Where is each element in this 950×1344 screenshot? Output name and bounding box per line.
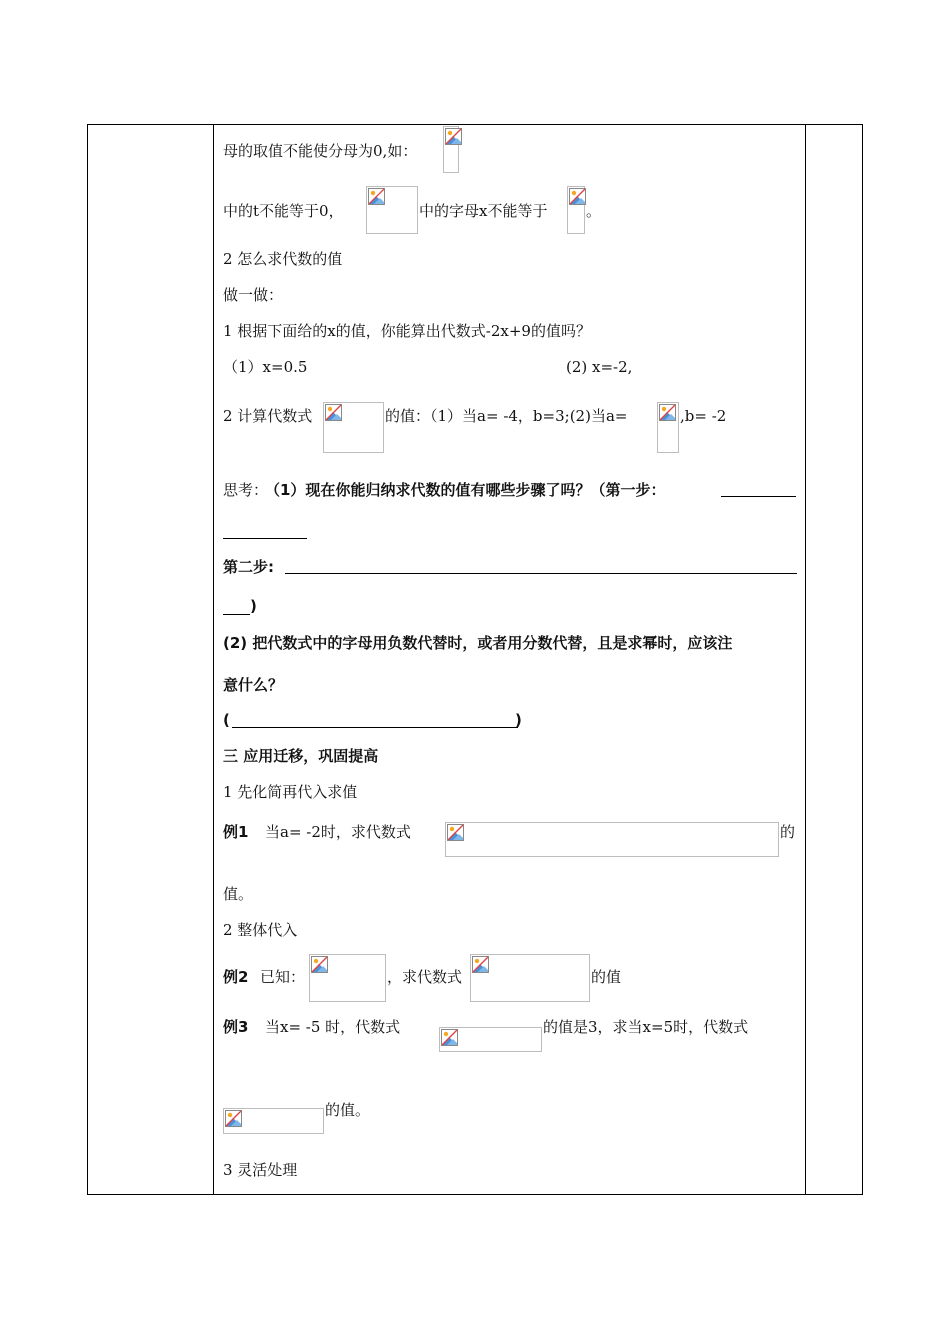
text-line: 当a= -2时，求代数式	[265, 823, 411, 841]
text-line: 2 计算代数式	[223, 407, 313, 425]
text-line: 思考：	[223, 481, 269, 499]
example-label: 例1	[223, 823, 249, 841]
text-line: ,b= -2	[680, 407, 727, 425]
text-line: 的值。	[325, 1101, 371, 1119]
text-line: 当x= -5 时，代数式	[265, 1018, 401, 1036]
formula-image	[470, 954, 590, 1002]
formula-image	[323, 402, 384, 453]
text-line: 1 先化简再代入求值	[223, 783, 358, 801]
text-line: 母的取值不能使分母为0,如：	[223, 142, 418, 160]
broken-image-icon	[325, 404, 342, 421]
text-line: 值。	[223, 885, 254, 903]
text-line: 2 整体代入	[223, 921, 298, 939]
formula-image	[445, 822, 779, 857]
formula-image	[657, 402, 679, 453]
text-line: (2) x=-2,	[566, 358, 633, 376]
example-label: 例2	[223, 968, 249, 986]
text-line: 2 怎么求代数的值	[223, 250, 343, 268]
text-line: 中的字母x不能等于	[419, 202, 548, 220]
broken-image-icon	[225, 1110, 242, 1127]
text-line: 的值	[591, 968, 622, 986]
text-line: 已知：	[260, 968, 306, 986]
formula-image	[366, 186, 418, 234]
text-line: 的值是3，求当x=5时，代数式	[543, 1018, 749, 1036]
text-line: 。	[586, 202, 602, 220]
text-line: 中的t不能等于0，	[223, 202, 344, 220]
formula-image	[223, 1108, 324, 1134]
formula-image	[309, 954, 386, 1002]
blank-line	[223, 538, 307, 539]
section-heading: 三 应用迁移，巩固提高	[223, 747, 379, 765]
text-line: 的值：（1）当a= -4，b=3;(2)当a=	[385, 407, 628, 425]
close-paren: )	[250, 597, 257, 615]
broken-image-icon	[472, 956, 489, 973]
think-question-2-cont: 意什么？	[223, 676, 284, 694]
broken-image-icon	[445, 128, 462, 145]
step-two-label: 第二步:	[223, 558, 274, 576]
blank-line	[721, 496, 796, 497]
think-question-1: （1）现在你能归纳求代数的值有哪些步骤了吗？（第一步：	[265, 481, 666, 499]
broken-image-icon	[441, 1029, 458, 1046]
text-line: 做一做：	[223, 286, 284, 304]
formula-image	[567, 186, 585, 234]
text-line: 1 根据下面给的x的值，你能算出代数式-2x+9的值吗？	[223, 322, 591, 340]
text-line: 的	[780, 823, 796, 841]
broken-image-icon	[569, 188, 586, 205]
close-paren: )	[515, 711, 522, 729]
open-paren: (	[223, 711, 230, 729]
think-question-2: (2) 把代数式中的字母用负数代替时，或者用分数代替，且是求幂时，应该注	[223, 634, 733, 652]
broken-image-icon	[447, 824, 464, 841]
formula-image	[443, 126, 459, 173]
text-line: （1）x=0.5	[223, 358, 308, 376]
column-divider-left	[213, 124, 214, 1195]
example-label: 例3	[223, 1018, 249, 1036]
column-divider-right	[805, 124, 806, 1195]
broken-image-icon	[659, 404, 676, 421]
blank-line	[223, 614, 250, 615]
blank-line	[232, 727, 518, 728]
broken-image-icon	[368, 188, 385, 205]
text-line: ，求代数式	[387, 968, 463, 986]
text-line: 3 灵活处理	[223, 1161, 298, 1179]
broken-image-icon	[311, 956, 328, 973]
blank-line	[285, 573, 797, 574]
formula-image	[439, 1027, 542, 1052]
